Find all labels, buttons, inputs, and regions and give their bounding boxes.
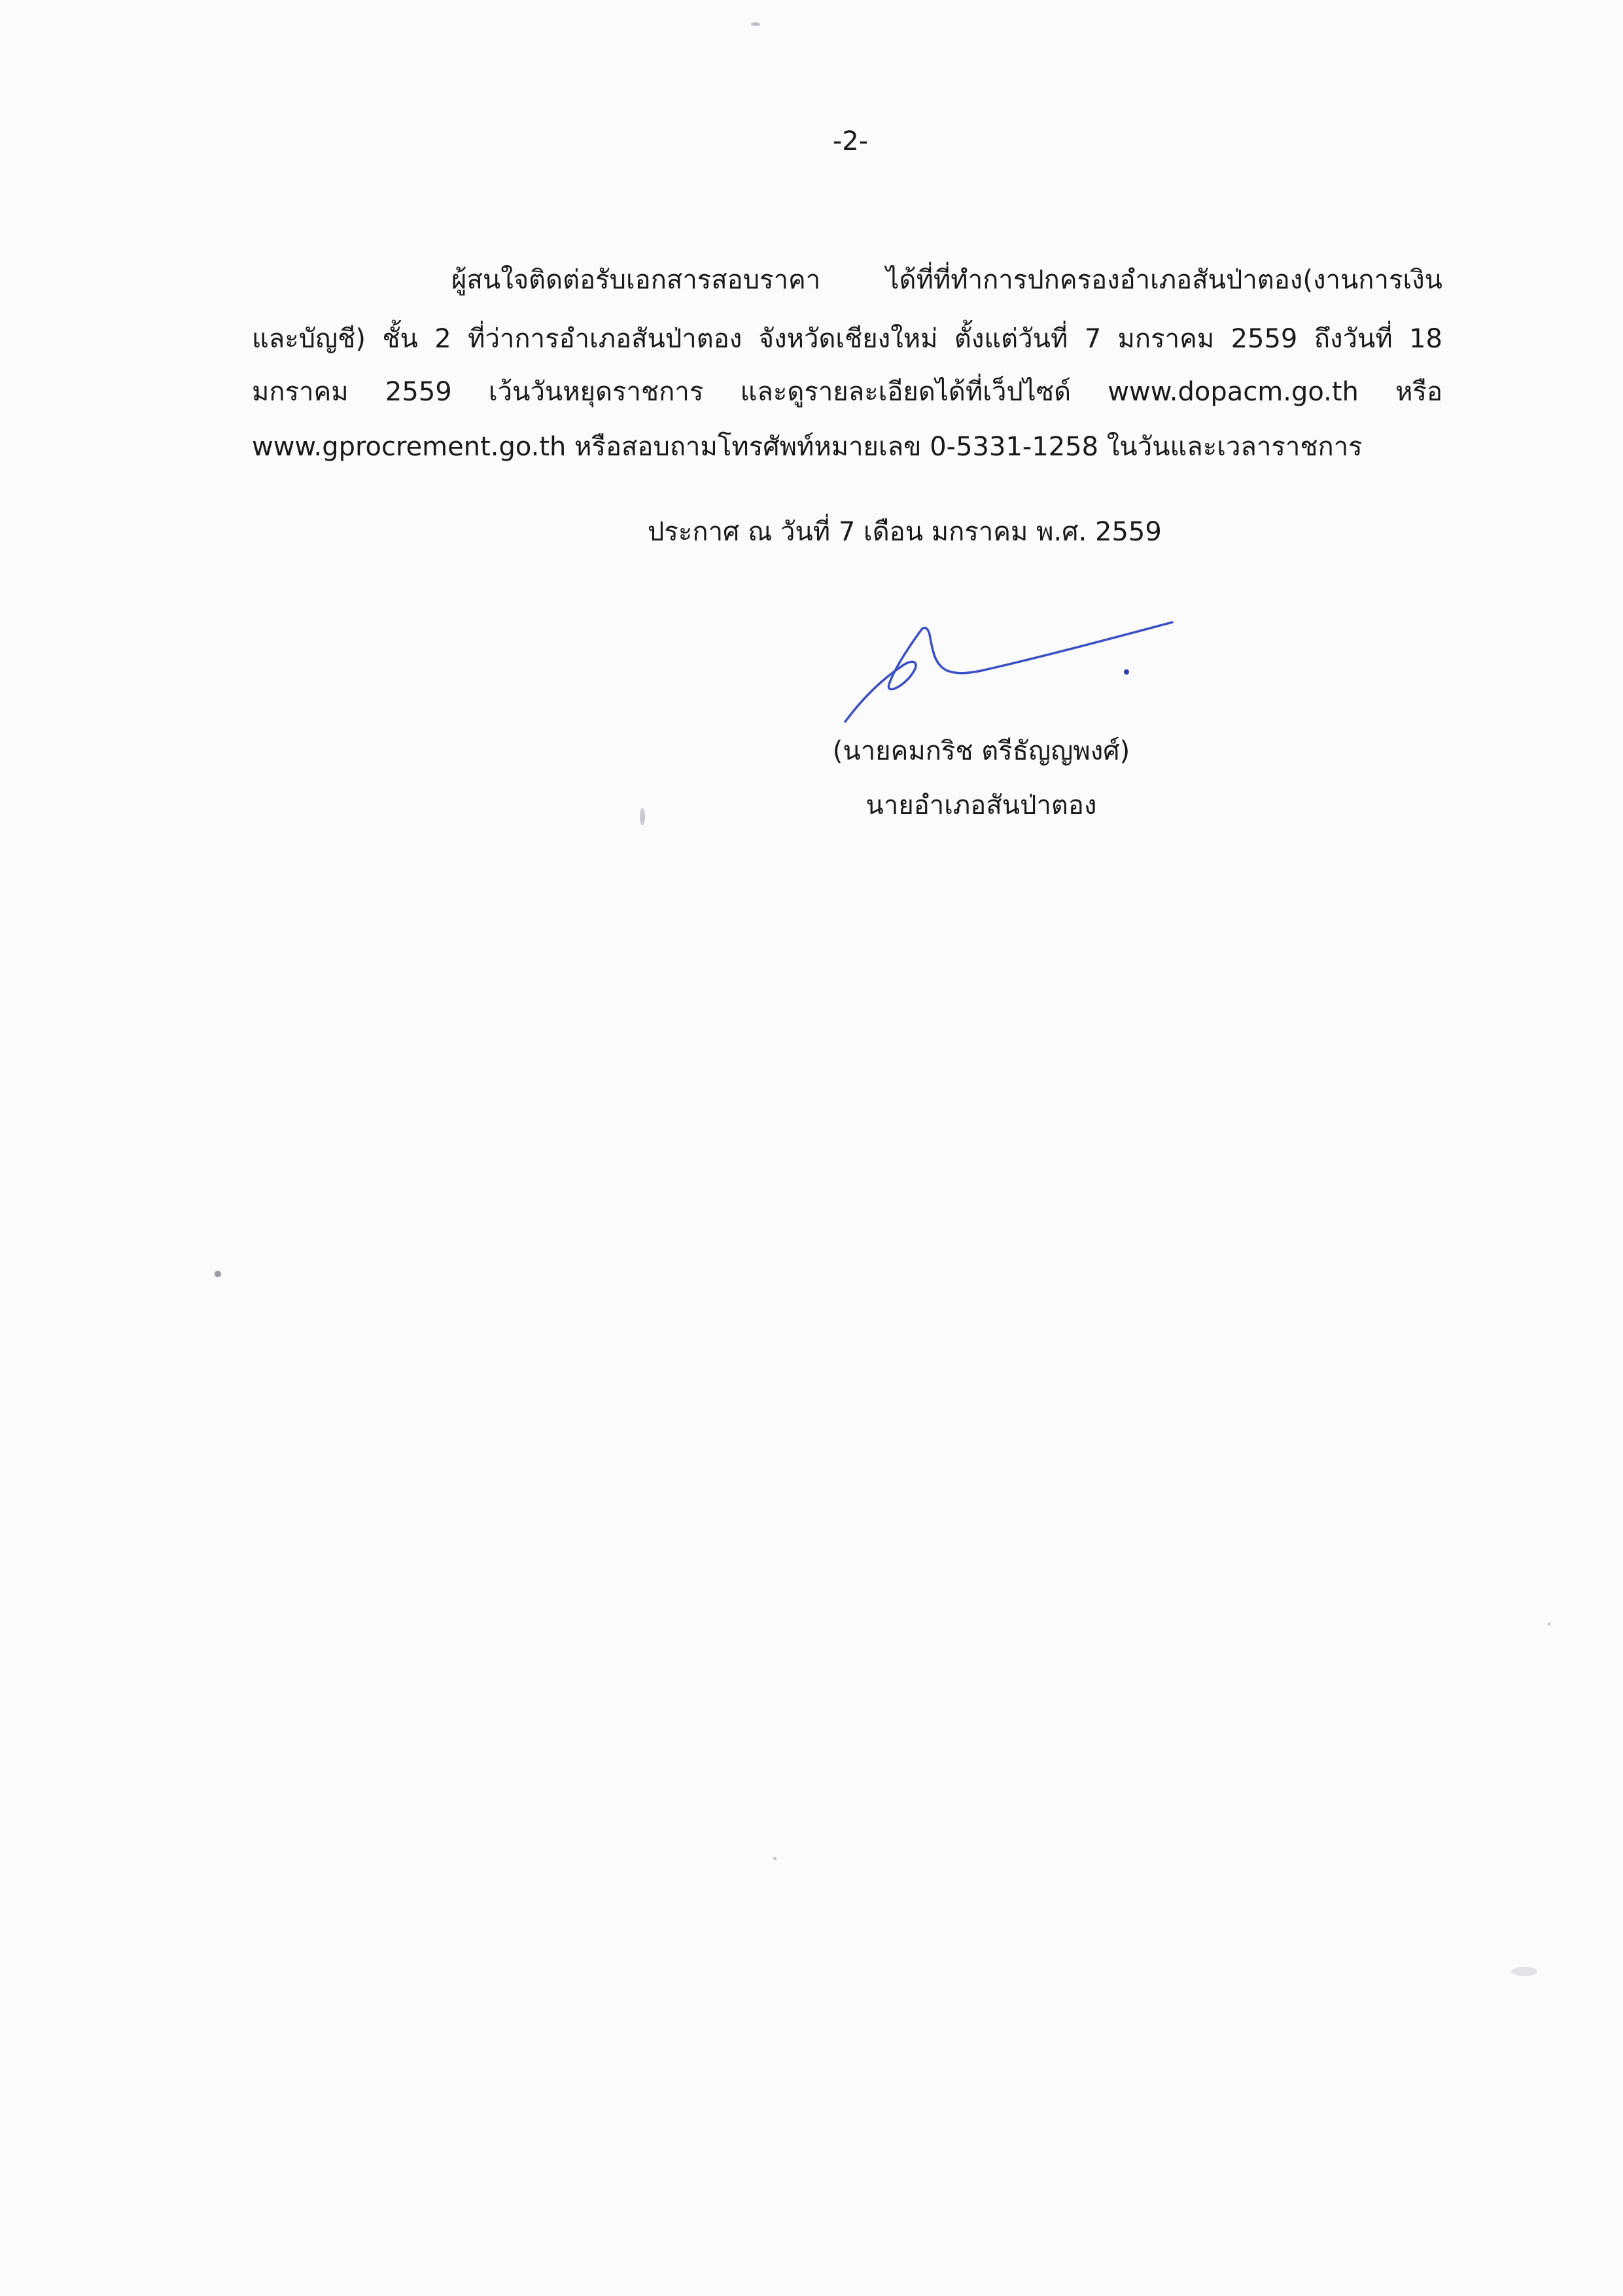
paragraph-line-4: www.gprocrement.go.th หรือสอบถามโทรศัพท์หมายเลข 0-5331-1258 ในวันและเวลาราชการ <box>252 432 1363 462</box>
signature-dot <box>1124 669 1129 675</box>
scan-speck <box>1548 1623 1550 1625</box>
paragraph-line-2: และบัญชี) ชั้น 2 ที่ว่าการอำเภอสันป่าตอง จังหวัดเชียงใหม่ ตั้งแต่วันที่ 7 มกราคม 2559 ถึงวันที่ 18 <box>252 324 1442 354</box>
signer-name: (นายคมกริช ตรีธัญญพงศ์) <box>832 736 1130 766</box>
scan-speck <box>215 1271 221 1277</box>
page-number: -2- <box>832 126 869 156</box>
announcement-date: ประกาศ ณ วันที่ 7 เดือน มกราคม พ.ศ. 2559 <box>648 517 1162 547</box>
scan-speck <box>640 808 645 825</box>
paragraph-line-3: มกราคม 2559 เว้นวันหยุดราชการ และดูรายละเอียดได้ที่เว็ปไซด์ www.dopacm.go.th หรือ <box>252 377 1442 407</box>
scan-speck <box>1511 1967 1537 1976</box>
scan-speck <box>773 1857 777 1860</box>
signature-image <box>837 618 1178 730</box>
signature-stroke <box>845 622 1172 722</box>
signer-title: นายอำเภอสันป่าตอง <box>865 790 1097 821</box>
scan-speck <box>751 22 760 26</box>
paragraph-line-1: ผู้สนใจติดต่อรับเอกสารสอบราคา ได้ที่ที่ทำการปกครองอำเภอสันป่าตอง(งานการเงิน <box>451 265 1442 295</box>
